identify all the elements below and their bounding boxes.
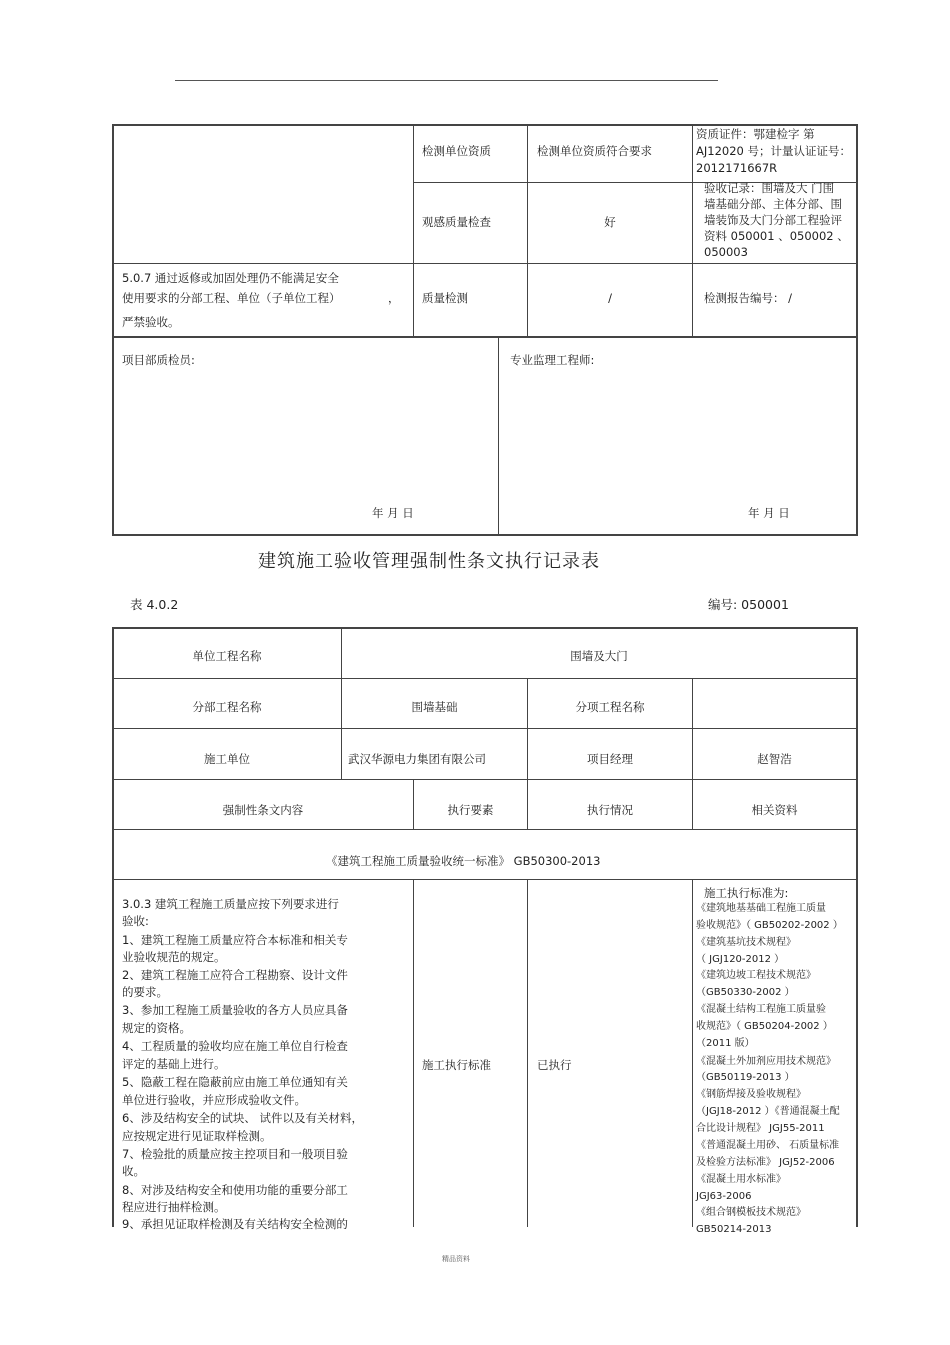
subitem-label: 分项工程名称 [575,700,645,714]
clause-line: 规定的资格。 [122,1021,191,1035]
docs-line: 《建筑基坑技术规程》 [696,937,796,948]
clause-line: 业验收规范的规定。 [122,950,226,964]
docs-line: 《普通混凝土用砂、 石质量标准 [696,1140,840,1151]
clause-line: 3、参加工程施工质量验收的各方人员应具备 [122,1003,348,1017]
clause-5-0-7-comma: ， [388,291,400,305]
docs-heading: 施工执行标准为: [704,886,789,900]
clause-line: 9、承担见证取样检测及有关结构安全检测的 [122,1217,348,1231]
supervisor-label: 专业监理工程师: [510,353,595,367]
docs-line: 《钢筋焊接及验收规程》 [696,1089,806,1100]
docs-line: 《组合钢模板技术规范》 [696,1207,806,1218]
division-label: 分部工程名称 [192,700,262,714]
clause-line: 8、对涉及结构安全和使用功能的重要分部工 [122,1183,348,1197]
docs-line: （2011 版） [696,1038,755,1049]
date-left: 年 月 日 [372,506,414,520]
header-element: 执行要素 [447,803,494,817]
appearance-requirement: 好 [604,215,616,229]
docs-line: 合比设计规程》 JGJ55-2011 [696,1123,825,1134]
unit-project-value: 围墙及大门 [570,649,628,663]
qualification-item: 检测单位资质 [422,144,491,158]
appearance-docs-line: 验收记录：围墙及大 门围 [704,181,835,195]
clause-line: 7、检验批的质量应按主控项目和一般项目验 [122,1147,348,1161]
quality-inspector-label: 项目部质检员: [122,353,195,367]
header-docs: 相关资料 [751,803,798,817]
unit-project-label: 单位工程名称 [192,649,262,663]
clause-line: 评定的基础上进行。 [122,1057,226,1071]
appearance-docs-line: 资料 050001 、050002 、 [704,229,849,243]
clause-line: 验收: [122,914,149,928]
appearance-docs-line: 050003 [704,245,748,259]
docs-line: 《建筑边坡工程技术规范》 [696,970,816,981]
form-number: 表 4.0.2 [130,597,179,612]
clause-line: 程应进行抽样检测。 [122,1200,226,1214]
header-status: 执行情况 [587,803,633,817]
quality-test-requirement: / [608,291,612,305]
header-clause: 强制性条文内容 [222,803,304,817]
clause-line: 2、建筑工程施工应符合工程勘察、设计文件 [122,968,348,982]
docs-line: 《混凝土外加剂应用技术规范》 [696,1056,836,1067]
manager-label: 项目经理 [587,752,633,766]
docs-line: 及检验方法标准》 JGJ52-2006 [696,1157,835,1168]
date-right: 年 月 日 [748,506,790,520]
docs-line: 收规范》（ GB50204-2002 ） [696,1021,833,1032]
manager-value: 赵智浩 [757,752,792,766]
clause-line: 应按规定进行见证取样检测。 [122,1129,272,1143]
footer-label: 精品资料 [442,1255,470,1263]
docs-line: （JGJ18-2012 ）《普通混凝土配 [696,1106,840,1117]
clause-line: 6、涉及结构安全的试块、 试件以及有关材料， [122,1111,363,1125]
top-rule [175,80,718,81]
test-report-number: 检测报告编号： / [704,291,793,305]
division-value: 围墙基础 [411,700,458,714]
clause-5-0-7-line: 使用要求的分部工程、单位（子单位工程） [122,291,341,305]
docs-line: 《混凝土用水标准》 [696,1174,786,1185]
contractor-value: 武汉华源电力集团有限公司 [348,752,486,766]
clause-5-0-7-line: 严禁验收。 [122,315,180,329]
clause-line: 收。 [122,1164,145,1178]
contractor-label: 施工单位 [204,752,250,766]
clause-line: 的要求。 [122,985,168,999]
docs-line: 《建筑地基基础工程施工质量 [696,903,826,914]
docs-line: （ JGJ120-2012 ） [696,954,785,965]
clause-line: 4、工程质量的验收均应在施工单位自行检查 [122,1039,348,1053]
serial-number: 编号: 050001 [708,597,789,612]
qualification-docs-line: 2012171667R [696,161,778,175]
execution-status: 已执行 [537,1058,572,1072]
docs-line: 验收规范》（ GB50202-2002 ） [696,920,843,931]
clause-line: 单位进行验收，并应形成验收文件。 [122,1093,306,1107]
qualification-requirement: 检测单位资质符合要求 [537,144,652,158]
docs-line: 《混凝土结构工程施工质量验 [696,1004,826,1015]
clause-line: 5、隐蔽工程在隐蔽前应由施工单位通知有关 [122,1075,348,1089]
docs-line: JGJ63-2006 [696,1191,752,1202]
page-title: 建筑施工验收管理强制性条文执行记录表 [258,551,600,572]
quality-test-item: 质量检测 [422,291,468,305]
docs-line: （GB50119-2013 ） [696,1072,795,1083]
qualification-docs-line: 资质证件：鄂建检字 第 [696,127,815,141]
clause-line: 1、建筑工程施工质量应符合本标准和相关专 [122,933,348,947]
appearance-item: 观感质量检查 [422,215,491,229]
docs-line: GB50214-2013 [696,1224,772,1235]
docs-line: （GB50330-2002 ） [696,987,795,998]
standard-title: 《建筑工程施工质量验收统一标准》 GB50300-2013 [326,854,601,868]
appearance-docs-line: 墙装饰及大门分部工程验评 [704,213,842,227]
execution-element: 施工执行标准 [422,1058,491,1072]
clause-line: 3.0.3 建筑工程施工质量应按下列要求进行 [122,897,339,911]
qualification-docs-line: AJ12020 号；计量认证证号： [696,144,851,158]
clause-5-0-7-line: 5.0.7 通过返修或加固处理仍不能满足安全 [122,271,339,285]
appearance-docs-line: 墙基础分部、主体分部、围 [704,197,842,211]
